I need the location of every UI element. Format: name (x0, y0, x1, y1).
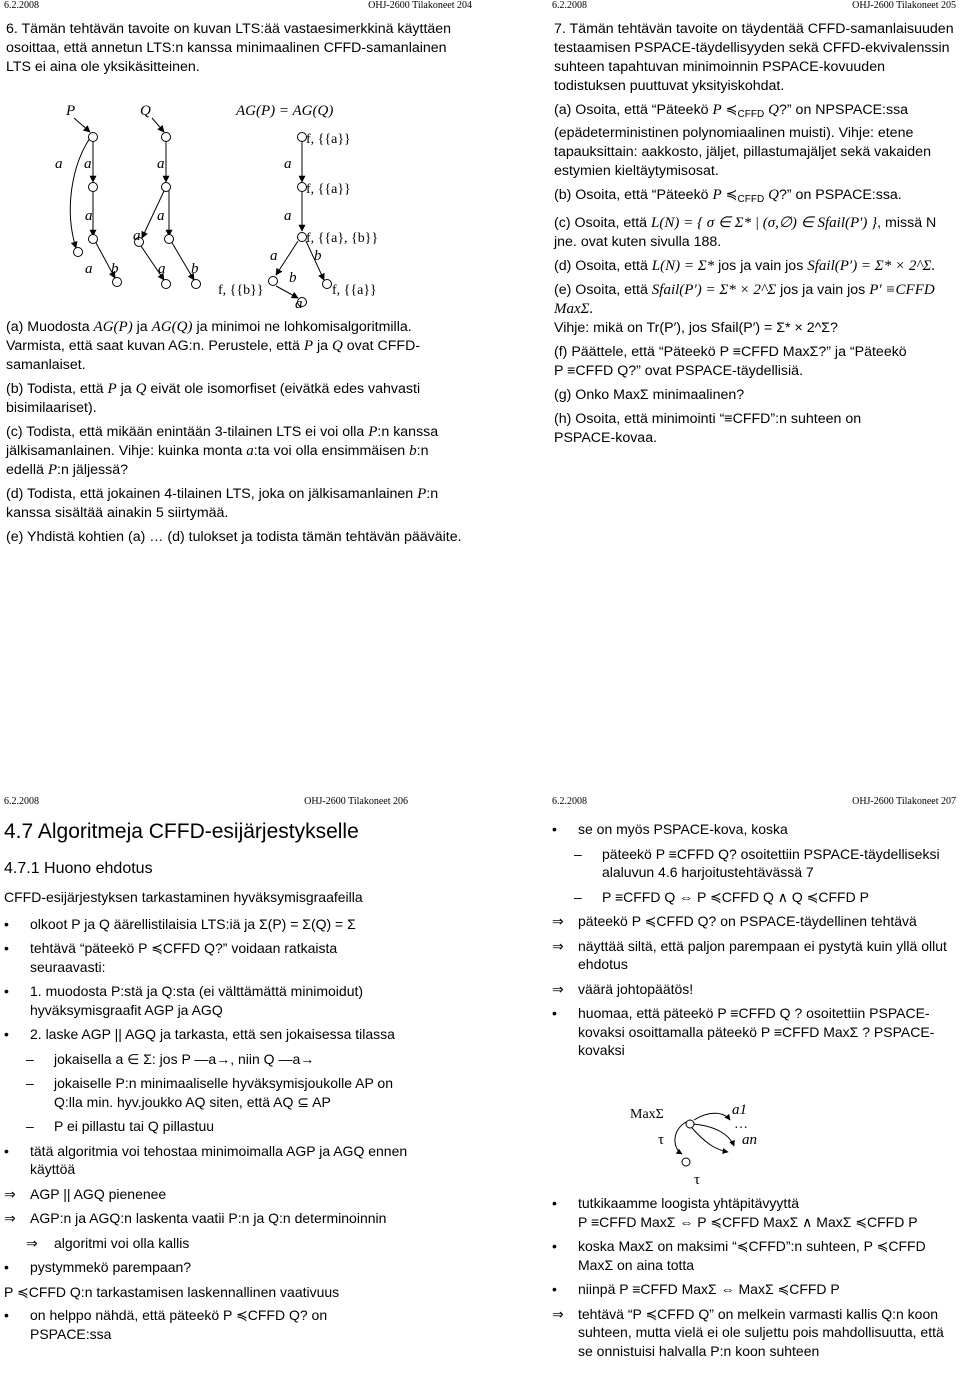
label-tau-2: τ (694, 1172, 701, 1188)
list-item: ⇒ AGP || AGQ pienenee (4, 1185, 167, 1202)
exercise-6-parts (6, 318, 468, 552)
label-P: P (66, 103, 76, 119)
list-item: – päteekö P ≡CFFD Q? osoitettiin PSPACE-täydelliseksi alaluvun 4.6 harjoitustehtävässä 7 (574, 845, 940, 880)
label-ag-eq: AG(P) = AG(Q) (236, 103, 334, 119)
list-item: – jokaiselle P:n minimaaliselle hyväksymisjoukolle AP on Q:lla min. hyv.joukko AQ siten, että AQ ⊆ AP (26, 1075, 394, 1110)
exercise-7-intro: 7. Tämän tehtävän tavoite on täydentää CFFD-samanlaisuuden testaamisen PSPACE-täydellisyyden sekä CFFD-ekvivalenssin suhteen tapahtuvan minimoinnin PSPACE-kovuuden todistuksen puuttuvat yksityiskohdat. (554, 21, 954, 94)
part-e: (e) Yhdistä kohtien (a) … (d) tulokset ja todista tämän tehtävän pääväite. (6, 529, 462, 545)
list-item: • tehtävä “päteekö P ≼CFFD Q?” voidaan ratkaista seuraavasti: (4, 940, 338, 975)
part-c: (c) Todista, että mikään enintään 3-tilainen LTS ei voi olla P:n kanssa jälkisamanlainen. Vihje: kuinka monta a:ta voi olla ensimmäisen b:n edellä P:n jäljessä? (6, 424, 439, 478)
list-item: – jokaisella a ∈ Σ: jos P —a→, niin Q —a→ (26, 1050, 315, 1067)
label-tau-1: τ (658, 1132, 665, 1148)
subsection-title: 4.7.1 Huono ehdotus (4, 860, 153, 877)
list-item: – P ≡CFFD Q ⇔ P ≼CFFD Q ∧ Q ≼CFFD P (574, 888, 869, 905)
list-item: ⇒ tehtävä “P ≼CFFD Q” on melkein varmasti kallis Q:n koon suhteen, mutta vielä ei ole suljettu pois mahdollisuutta, että se onnistuisi halvalla P:n koon suhteen (552, 1305, 944, 1359)
part-h: (h) Osoita, että minimointi “≡CFFD”:n suhteen on PSPACE-kovaa. (554, 411, 862, 446)
svg-text:b: b (289, 270, 297, 286)
svg-text:a: a (55, 156, 63, 172)
slide-206 (4, 796, 408, 1371)
svg-text:a: a (295, 296, 303, 312)
part-a: (a) Muodosta AG(P) ja AG(Q) ja minimoi ne lohkomisalgoritmilla. Varmista, että saat kuvan AG:n. Perustele, että P ja Q ovat CFFD-samanlaiset. (6, 319, 421, 373)
part-c: (c) Osoita, että L(N) = { σ ∈ Σ* | (σ,∅) ∈ Sfail(P′) }, missä N jne. ovat kuten sivulla 188. (554, 215, 937, 250)
svg-text:a: a (270, 248, 278, 264)
list-item: • pystymmekö parempaan? (4, 1259, 192, 1275)
part-b: (b) Osoita, että “Päteekö P $≼_{CFFD}$ Q?” on PSPACE:ssa. (554, 187, 902, 205)
part-f: (f) Päättele, että “Päteekö P ≡CFFD MaxΣ?” ja “Päteekö P ≡CFFD Q?” ovat PSPACE-täydellisiä. (554, 344, 907, 379)
label-f-a-3: f, {{a}} (332, 283, 377, 298)
slide-207 (552, 796, 956, 1371)
list-item: • huomaa, että päteekö P ≡CFFD Q ? osoitettiin PSPACE-kovaksi osoittamalla päteekö P ≡CFFD MaxΣ ? PSPACE-kovaksi (552, 1005, 935, 1058)
part-b: (b) Todista, että P ja Q eivät ole isomorfiset (eivätkä edes vahvasti bisimilaariset). (6, 381, 421, 416)
label-f-b: f, {{b}} (218, 283, 264, 298)
slide-header: 6.2.2008 OHJ-2600 Tilakoneet 207 (552, 796, 956, 807)
intro-text: CFFD-esijärjestyksen tarkastaminen hyväksymisgraafeilla (4, 889, 363, 905)
slide-207-body-2 (552, 1194, 956, 1366)
svg-text:a: a (133, 228, 141, 244)
part-d: (d) Todista, että jokainen 4-tilainen LTS, joka on jälkisamanlainen P:n kanssa sisältää ainakin 5 siirtymää. (6, 486, 439, 521)
svg-text:a: a (284, 156, 292, 172)
label-max-sigma: MaxΣ (630, 1107, 664, 1122)
list-item: • se on myös PSPACE-kova, koska (552, 821, 788, 837)
svg-text:a: a (85, 261, 93, 277)
svg-text:a: a (157, 156, 165, 172)
list-item: • tätä algoritmia voi tehostaa minimoimalla AGP ja AGQ ennen käyttöä (4, 1142, 408, 1177)
slide-header (4, 0, 472, 14)
list-item: ⇒ väärä johtopäätös! (552, 980, 694, 997)
exercise-7 (554, 20, 956, 453)
slide-205 (552, 0, 956, 680)
slide-header: 6.2.2008 OHJ-2600 Tilakoneet 205 (552, 0, 956, 11)
list-item: • koska MaxΣ on maksimi “≼CFFD”:n suhteen, P ≼CFFD MaxΣ on aina totta (552, 1238, 926, 1273)
list-item: ⇒ algoritmi voi olla kallis (26, 1234, 190, 1251)
exercise-6-intro: 6. Tämän tehtävän tavoite on kuvan LTS:ää vastaesimerkkinä käyttäen osoittaa, että annetun LTS:n kanssa minimaalinen CFFD-samanlainen LTS ei aina ole yksikäsitteinen. (6, 21, 452, 75)
label-f-ab: f, {{a}, {b}} (306, 231, 379, 246)
complexity-heading: P ≼CFFD Q:n tarkastamisen laskennallinen vaativuus (4, 1283, 340, 1300)
svg-text:b: b (314, 248, 322, 264)
svg-text:b: b (191, 261, 199, 277)
list-item: ⇒ näyttää siltä, että paljon parempaan ei pystytä kuin yllä ollut ehdotus (552, 937, 947, 972)
list-item: • niinpä P ≡CFFD MaxΣ ⇔ MaxΣ ≼CFFD P (552, 1281, 840, 1297)
list-item: ⇒ AGP:n ja AGQ:n laskenta vaatii P:n ja Q:n determinoinnin (4, 1210, 387, 1226)
bullet-list (552, 820, 956, 1060)
label-dots: … (734, 1117, 748, 1132)
svg-text:a: a (157, 208, 165, 224)
svg-text:a: a (158, 261, 166, 277)
svg-text:a: a (85, 208, 93, 224)
svg-text:a: a (84, 156, 92, 172)
part-a: (a) Osoita, että “Päteekö P $≼_{CFFD}$ Q?” on NPSPACE:ssa (epädeterministinen polynomiaalinen muisti). Vihje: etene tapauksittain: aakkosto, jäljet, pillastumajäljet sekä vakaiden estymien kieltäytymisosat. (554, 102, 931, 179)
slide-204 (4, 0, 472, 680)
part-e: (e) Osoita, että Sfail(P′) = Σ* × 2^Σ jos ja vain jos P′ ≡CFFD MaxΣ. Vihje: mikä on Tr(P′), jos Sfail(P′) = Σ* × 2^Σ? (554, 282, 935, 336)
label-Q: Q (140, 103, 151, 119)
list-item: – P ei pillastu tai Q pillastuu (26, 1118, 215, 1134)
part-g: (g) Onko MaxΣ minimaalinen? (554, 387, 745, 403)
slide-date: 6.2.2008 (4, 0, 39, 11)
list-item: • olkoot P ja Q äärellistilaisia LTS:iä ja Σ(P) = Σ(Q) = Σ (4, 915, 356, 932)
slide-header: 6.2.2008 OHJ-2600 Tilakoneet 206 (4, 796, 408, 807)
label-an: an (742, 1132, 757, 1148)
list-item: ⇒ päteekö P ≼CFFD Q? on PSPACE-täydellinen tehtävä (552, 913, 917, 929)
list-item: • 2. laske AGP || AGQ ja tarkasta, että sen jokaisessa tilassa (4, 1026, 395, 1042)
label-f-a-2: f, {{a}} (306, 182, 351, 197)
section-title: 4.7 Algoritmeja CFFD-esijärjestykselle (4, 820, 359, 843)
list-item: • on helppo nähdä, että päteekö P ≼CFFD Q? on PSPACE:ssa (4, 1307, 328, 1342)
slide-206-body (4, 888, 408, 1349)
list-item: • 1. muodosta P:stä ja Q:sta (ei välttämättä minimoidut) hyväksymisgraafit AGP ja AGQ (4, 983, 364, 1018)
bullet-list (4, 915, 408, 1277)
lts-diagram (40, 100, 440, 315)
max-sigma-figure (622, 1096, 822, 1192)
part-d: (d) Osoita, että L(N) = Σ* jos ja vain jos Sfail(P′) = Σ* × 2^Σ. (554, 258, 936, 274)
list-item: • tutkikaamme loogista yhtäpitävyyttä P ≡CFFD MaxΣ ⇔ P ≼CFFD MaxΣ ∧ MaxΣ ≼CFFD P (552, 1195, 918, 1230)
label-a1: a1 (732, 1102, 747, 1118)
slide-course: OHJ-2600 Tilakoneet 204 (368, 0, 472, 11)
label-f-a-1: f, {{a}} (306, 132, 351, 147)
slide-207-body (552, 820, 956, 1066)
svg-text:b: b (111, 261, 119, 277)
svg-text:a: a (284, 208, 292, 224)
